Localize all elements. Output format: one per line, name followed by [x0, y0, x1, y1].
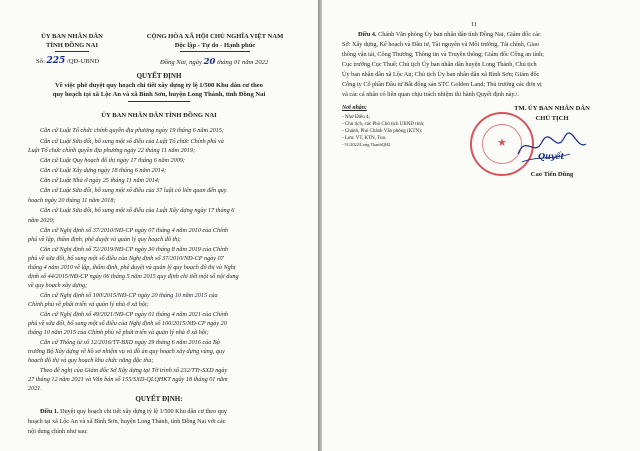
article-4-line: thông vận tải, Công Thương, Thông tin và Truyền thông; Giám đốc Công an tỉnh; — [342, 51, 544, 58]
article-4-line: và các cá nhân có liên quan chịu trách nhiệm thi hành Quyết định này./. — [342, 91, 519, 98]
date-prefix: Đồng Nai, ngày — [160, 59, 202, 66]
basis-line: tháng 4 năm 2010 về lập, thẩm định, phê duyệt và quản lý quy hoạch đô thị và Nghị — [28, 264, 236, 271]
basis-line: Căn cứ Nghị định số 100/2015/NĐ-CP ngày 20 tháng 10 năm 2015 của — [40, 292, 218, 299]
recipients-title: Nơi nhận: — [342, 105, 367, 111]
org-underline — [55, 51, 89, 52]
subject-line-1: Về việc phê duyệt quy hoạch chi tiết xây dựng tỷ lệ 1/500 Khu dân cư theo — [55, 82, 263, 89]
document-number — [36, 57, 99, 66]
basis-line: phủ về sửa đổi, bổ sung một số điều của Nghị định số 100/2015/NĐ-CP ngày 20 — [28, 320, 227, 327]
document-type-title: QUYẾT ĐỊNH — [136, 72, 182, 80]
basis-line: hoạch đô thị và quy hoạch khu chức năng đặc thù; — [28, 357, 154, 364]
seal-star-icon: ★ — [497, 137, 507, 149]
number-handwritten: 225 — [46, 56, 66, 66]
basis-line: định số 44/2015/NĐ-CP ngày 06 tháng 5 năm 2015 quy định chi tiết một số nội dung — [28, 273, 239, 280]
number-suffix: /QĐ-UBND — [66, 58, 100, 65]
basis-line: về quy hoạch xây dựng; — [28, 282, 88, 289]
basis-line: Căn cứ Nghị định số 37/2010/NĐ-CP ngày 07 tháng 4 năm 2010 của Chính — [40, 227, 229, 234]
authority-heading: ỦY BAN NHÂN DÂN TỈNH ĐỒNG NAI — [101, 112, 217, 119]
basis-line: Căn cứ Luật Nhà ở ngày 25 tháng 11 năm 2014; — [40, 177, 160, 184]
article-4-label: Điều 4. — [358, 31, 377, 38]
signature-scribble — [512, 124, 592, 168]
country-name: CỘNG HÒA XÃ HỘI CHỦ NGHĨA VIỆT NAM — [146, 33, 284, 40]
number-prefix: Số: — [36, 58, 45, 65]
date-day-handwritten: 20 — [203, 57, 216, 67]
basis-line: Căn cứ Luật Tổ chức chính quyền địa phương ngày 19 tháng 6 năm 2015; — [40, 127, 224, 134]
article-4-line — [358, 32, 541, 38]
signer-name: Cao Tiến Dũng — [530, 171, 574, 178]
basis-line: năm 2020; — [28, 217, 55, 224]
basis-line: Căn cứ Luật Sửa đổi, bổ sung một số điều của Luật Tổ chức Chính phủ và — [40, 138, 224, 145]
sign-authority: TM. ỦY BAN NHÂN DÂN — [514, 105, 590, 112]
article-4-line: Sở: Xây dựng, Kế hoạch và Đầu tư, Tài nguyên và Môi trường, Tài chính, Giao — [342, 41, 539, 48]
subject-line-2: quy hoạch tại xã Lộc An và xã Bình Sơn, huyện Long Thành, tỉnh Đồng Nai — [52, 91, 266, 98]
basis-line: Chính phủ về phát triển và quản lý nhà ở xã hội; — [28, 301, 149, 308]
recipient-item: - Chánh, Phó Chánh Văn phòng (KTN); — [342, 129, 423, 134]
article-1-line: hoạch tại xã Lộc An và xã Bình Sơn, huyện Long Thành, tỉnh Đồng Nai với các — [28, 418, 226, 425]
basis-line: Theo đề nghị của Giám đốc Sở Xây dựng tại Tờ trình số 232/TTr-SXD ngày — [40, 367, 228, 374]
org-name-line2: TỈNH ĐỒNG NAI — [45, 42, 99, 49]
basis-line: Căn cứ Luật Xây dựng ngày 18 tháng 6 năm 2014; — [40, 167, 167, 174]
basis-line: hoạch ngày 20 tháng 11 năm 2018; — [28, 197, 116, 204]
country-motto: Độc lập - Tự do - Hạnh phúc — [174, 42, 256, 49]
basis-line: phủ về sửa đổi, bổ sung một số điều của Nghị định số 37/2010/NĐ-CP ngày 07 — [28, 255, 224, 262]
basis-line: Căn cứ Thông tư số 12/2016/TT-BXD ngày 29 tháng 6 năm 2016 của Bộ — [40, 339, 220, 346]
page-number: 11 — [471, 21, 477, 28]
recipient-item: - Lưu: VT, KTN, Tuo. — [342, 136, 387, 141]
recipient-item: - 51/2022/Long ThanhQH2 — [342, 142, 391, 147]
article-1-text: Duyệt quy hoạch chi tiết xây dựng tỷ lệ 1/500 Khu dân cư theo quy — [60, 408, 227, 415]
basis-line: 27 tháng 12 năm 2021 và Văn bản số 155/SXD-QLQHKT ngày 18 tháng 01 năm — [28, 376, 228, 383]
sign-title: CHỦ TỊCH — [535, 115, 569, 122]
basis-line: Căn cứ Nghị định số 49/2021/NĐ-CP ngày 01 tháng 4 năm 2021 của Chính — [40, 311, 229, 318]
signature-handwritten: Quyết — [538, 151, 565, 161]
basis-line: 2021. — [28, 385, 42, 392]
article-1-line: nội dung chính như sau: — [28, 428, 88, 435]
document-page-left — [0, 0, 318, 451]
recipient-item: - Như Điều 4; — [342, 115, 370, 120]
date-rest: tháng 01 năm 2022 — [217, 59, 269, 66]
document-page-right — [322, 0, 640, 451]
article-4-text: Chánh Văn phòng Ủy ban nhân dân tỉnh Đồng Nai, Giám đốc các — [378, 31, 541, 38]
article-1-line — [40, 409, 227, 415]
basis-line: Căn cứ Luật Sửa đổi, bổ sung một số điều của Luật Xây dựng ngày 17 tháng 6 — [40, 207, 235, 214]
basis-line: Luật Tổ chức chính quyền địa phương ngày 22 tháng 11 năm 2019; — [28, 147, 196, 154]
org-name-line1: ỦY BAN NHÂN DÂN — [41, 33, 103, 40]
article-4-line: Ủy ban nhân dân xã Lộc An; Chủ tịch Ủy ban nhân dân xã Bình Sơn; Giám đốc — [342, 71, 540, 78]
document-date — [160, 58, 268, 67]
basis-line: phủ về lập, thẩm định, phê duyệt và quản lý quy hoạch đô thị; — [28, 236, 182, 243]
basis-line: Căn cứ Luật Quy hoạch đô thị ngày 17 tháng 6 năm 2009; — [40, 157, 185, 164]
article-1-label: Điều 1. — [40, 408, 59, 415]
basis-line: Căn cứ Luật Sửa đổi, bổ sung một số điều của 37 luật có liên quan đến quy — [40, 187, 227, 194]
motto-underline — [180, 51, 250, 52]
decides-heading: QUYẾT ĐỊNH: — [135, 395, 183, 403]
subject-underline — [128, 101, 190, 102]
article-4-line: Cục trưởng Cục Thuế; Chủ tịch Ủy ban nhân dân huyện Long Thành, Chủ tịch — [342, 61, 537, 68]
basis-line: trưởng Bộ Xây dựng về hồ sơ nhiệm vụ và đồ án quy hoạch xây dựng vùng, quy — [28, 348, 225, 355]
article-4-line: Công ty Cổ phần Đầu tư Bất động sản STC Golden Land; Thủ trưởng các đơn vị — [342, 81, 542, 88]
basis-line: Căn cứ Nghị định số 72/2019/NĐ-CP ngày 30 tháng 8 năm 2019 của Chính — [40, 246, 229, 253]
basis-line: tháng 10 năm 2015 của Chính phủ về phát triển và quản lý nhà ở xã hội; — [28, 329, 209, 336]
recipient-item: - Chủ tịch, các Phó Chủ tịch UBND tỉnh; — [342, 122, 425, 127]
